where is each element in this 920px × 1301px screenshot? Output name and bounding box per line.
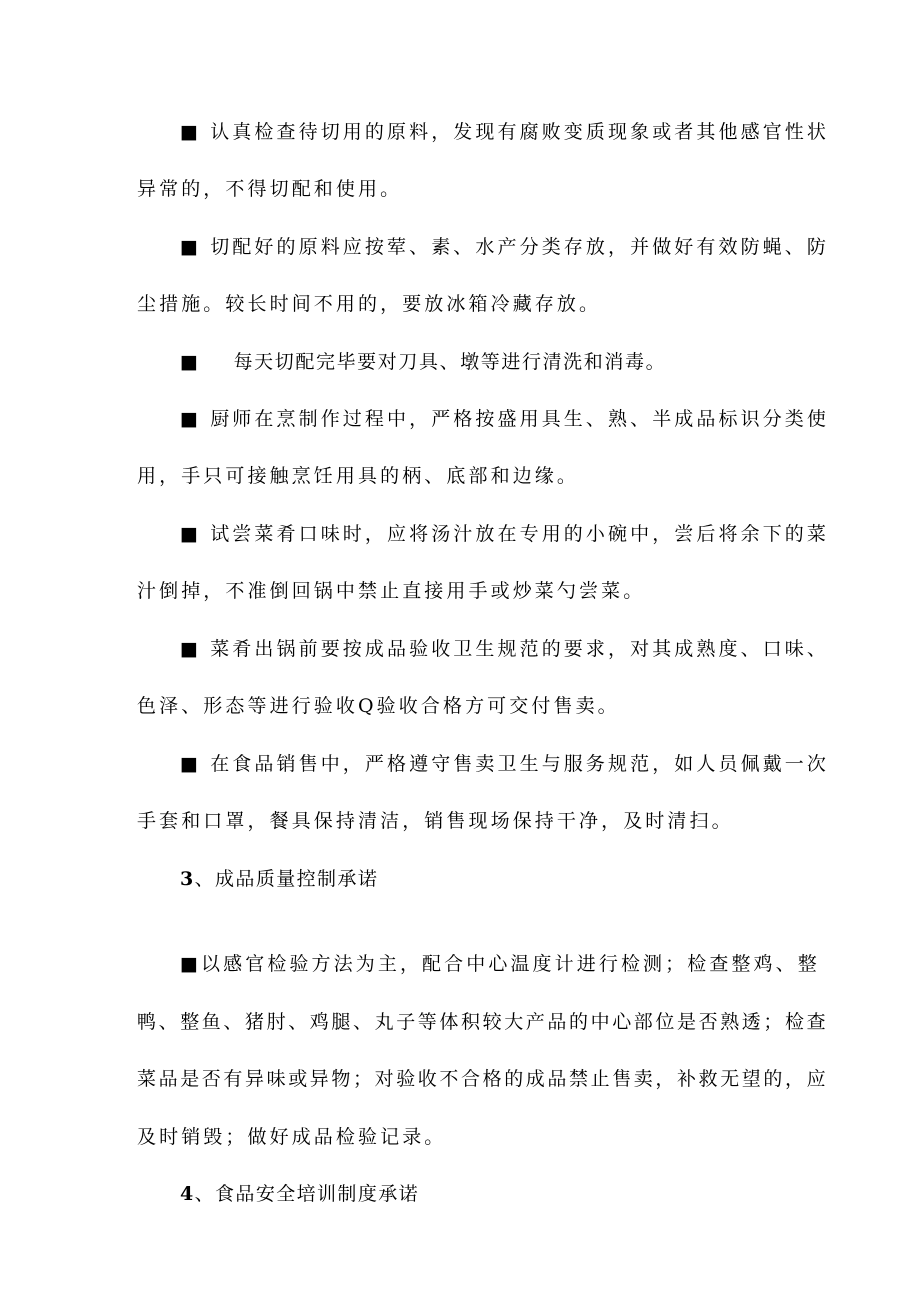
paragraph-line: ■ 试尝菜肴口味时，应将汤汁放在专用的小碗中，尝后将余下的菜 bbox=[180, 523, 829, 545]
paragraph-line: 色泽、形态等进行验收Q验收合格方可交付售卖。 bbox=[137, 695, 620, 717]
paragraph-line: 及时销毁；做好成品检验记录。 bbox=[137, 1126, 447, 1148]
section-number: 3 bbox=[180, 868, 195, 890]
paragraph-line: 用，手只可接触烹饪用具的柄、底部和边缘。 bbox=[137, 465, 580, 487]
paragraph-text: 每天切配完毕要对刀具、墩等进行清洗和消毒。 bbox=[233, 351, 667, 373]
section-heading-3 bbox=[180, 867, 378, 891]
section-heading-4 bbox=[180, 1182, 419, 1206]
section-title: 、成品质量控制承诺 bbox=[194, 868, 379, 890]
paragraph-line: 手套和口罩，餐具保持清洁，销售现场保持干净，及时清扫。 bbox=[137, 810, 734, 832]
section-number: 4 bbox=[180, 1183, 195, 1205]
paragraph-line bbox=[180, 350, 666, 374]
paragraph-line: 菜品是否有异味或异物；对验收不合格的成品禁止售卖，补救无望的，应 bbox=[137, 1068, 829, 1090]
bullet-square: ■ bbox=[180, 351, 200, 373]
paragraph-line: ■ 切配好的原料应按荤、素、水产分类存放，并做好有效防蝇、防 bbox=[180, 236, 829, 258]
paragraph-line: 汁倒掉，不准倒回锅中禁止直接用手或炒菜勺尝菜。 bbox=[137, 580, 646, 602]
paragraph-line: 鸭、整鱼、猪肘、鸡腿、丸子等体积较大产品的中心部位是否熟透；检查 bbox=[137, 1011, 829, 1033]
paragraph-line: ■ 菜肴出锅前要按成品验收卫生规范的要求，对其成熟度、口味、 bbox=[180, 638, 829, 660]
section-title: 、食品安全培训制度承诺 bbox=[194, 1183, 420, 1205]
paragraph-line: ■ 厨师在烹制作过程中，严格按盛用具生、熟、半成品标识分类使 bbox=[180, 408, 829, 430]
paragraph-line: ■以感官检验方法为主，配合中心温度计进行检测；检查整鸡、整 bbox=[180, 953, 820, 975]
paragraph-line: 异常的，不得切配和使用。 bbox=[137, 178, 403, 200]
paragraph-line: 尘措施。较长时间不用的，要放冰箱冷藏存放。 bbox=[137, 293, 602, 315]
paragraph-line: ■ 在食品销售中，严格遵守售卖卫生与服务规范，如人员佩戴一次 bbox=[180, 753, 829, 775]
paragraph-line: ■ 认真检查待切用的原料，发现有腐败变质现象或者其他感官性状 bbox=[180, 121, 829, 143]
